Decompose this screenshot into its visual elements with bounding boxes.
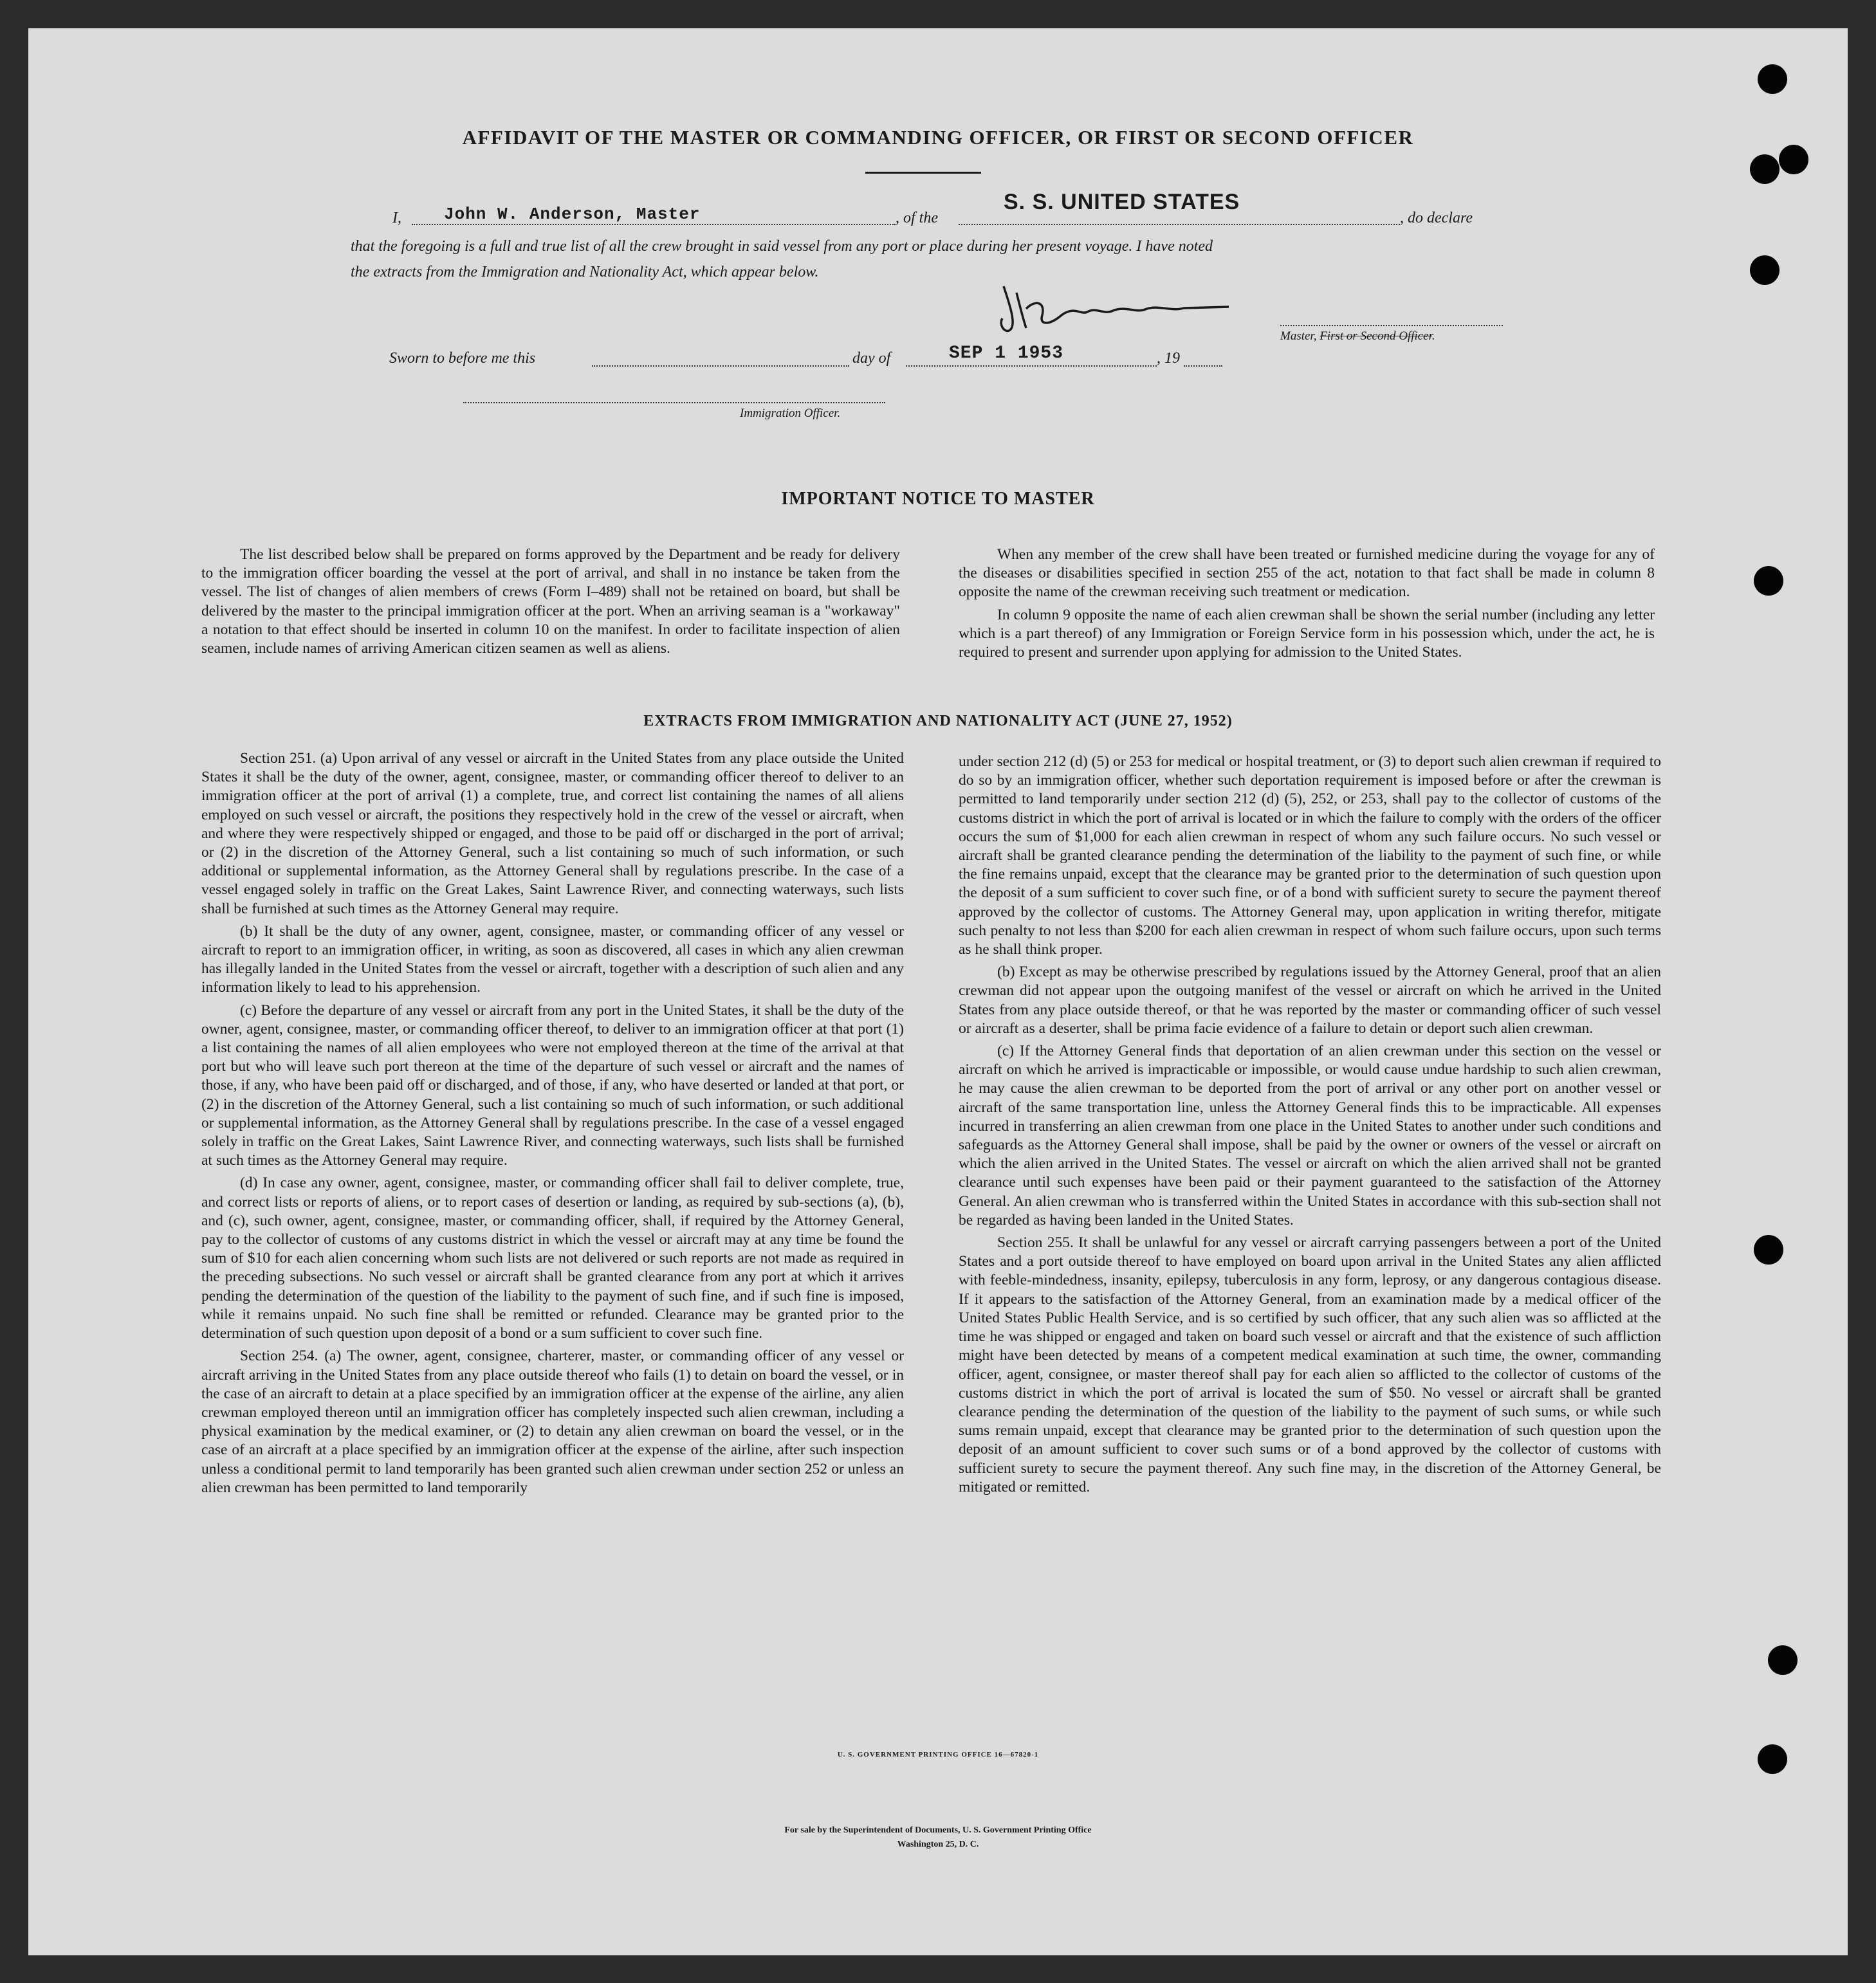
- for-sale-line: For sale by the Superintendent of Documents, U. S. Government Printing Office: [784, 1825, 1092, 1835]
- binder-hole: [1754, 566, 1783, 596]
- immigration-officer-caption: Immigration Officer.: [740, 407, 841, 420]
- section-251c: (c) Before the departure of any vessel or aircraft from any port in the United States, it shall be the duty of the owner, agent, consignee, master, or commanding officer thereof, to deliver to an immigration officer at that port (1) a list containing the names of all alien employees who were not employed thereon at the time of the arrival at that port but who will leave such port thereon at the time of the departure of such vessel or aircraft and the names of those, if any, who have been paid off or discharged, and of those, if any, who have deserted or landed at that port, or (2) in the discretion of the Attorney General, such a list containing so much of such information, or such additional or supplemental information, as the Attorney General shall by regulations prescribe. In the case of a vessel engaged solely in traffic on the Great Lakes, Saint Lawrence River, and connecting waterways, such lists shall be furnished at such times as the Attorney General may require.: [201, 1001, 904, 1169]
- binder-hole: [1758, 1744, 1787, 1774]
- vessel-field-line: [959, 224, 1400, 225]
- binder-hole: [1754, 1235, 1783, 1265]
- section-254a-continued: under section 212 (d) (5) or 253 for medical or hospital treatment, or (3) to deport such alien crewman if required to do so by an immigration officer, whether such deportation requirement is imposed before or after the crewman is permitted to land temporarily under section 212 (d) (5), 252, or 253, shall pay to the collector of customs of the customs district in which the port of arrival is located or in which the failure to comply with the orders of the officer occurs the sum of $1,000 for each alien crewman in respect of whom any such failure occurs. No such vessel or aircraft shall be granted clearance pending the determination of the liability to the payment of such fine, or while the fine remains unpaid, except that the clearance may be granted prior to the determination of such question upon the deposit of a sum sufficient to cover such fine, or of a bond with sufficient surety to secure the payment thereof approved by the collector of customs. The Attorney General may, upon application in writing therefor, mitigate such penalty to not less than $200 for each alien crewman in respect of whom such failure occurs, upon such terms as he shall think proper.: [959, 753, 1662, 958]
- master-signature: [991, 280, 1235, 338]
- caption-end: .: [1431, 329, 1435, 343]
- binder-hole: [1750, 255, 1779, 285]
- binder-hole: [1758, 64, 1787, 94]
- caption-struck-officer: First or Second Officer: [1320, 329, 1432, 343]
- notice-right-column: [959, 545, 1655, 666]
- do-declare-label: , do declare: [1400, 210, 1473, 226]
- notice-right-paragraph-1: When any member of the crew shall have been treated or furnished medicine during the voyage for any of the diseases or disabilities specified in section 255 of the act, notation to that fact shall be made in column 8 opposite the name of the crewman receiving such treatment or medication.: [959, 546, 1655, 601]
- extracts-right-column: [959, 753, 1661, 1501]
- date-stamp: SEP 1 1953: [949, 343, 1064, 363]
- notice-right-paragraph-2: In column 9 opposite the name of each alien crewman shall be shown the serial number (including any letter which is a part thereof) of any Immigration or Foreign Service form in his possession which, under the act, he is required to present and surrender upon applying for admission to the United States.: [959, 606, 1655, 661]
- master-name-field: John W. Anderson, Master: [444, 205, 701, 224]
- of-the-label: , of the: [896, 210, 938, 226]
- notice-left-paragraph: The list described below shall be prepared on forms approved by the Department and be ready for delivery to the immigration officer boarding the vessel at the port of arrival, and shall in no instance be taken from the vessel. The list of changes of alien members of crews (Form I–489) shall not be retained on board, but shall be delivered by the master to the principal immigration officer at the port. When an arriving seaman is a "workaway" a notation to that effect should be inserted in column 10 on the manifest. In order to facilitate inspection of alien seamen, include names of arriving American citizen seamen as well as aliens.: [201, 546, 900, 657]
- day-of-label: day of: [852, 350, 891, 367]
- name-field-line: [412, 224, 896, 225]
- declaration-i-label: I,: [392, 210, 401, 226]
- section-255: Section 255. It shall be unlawful for any vessel or aircraft carrying passengers between a port of the United States and a port outside thereof to have employed on board upon arrival in the United States any alien afflicted with feeble-mindedness, insanity, epilepsy, tuberculosis in any form, leprosy, or any dangerous contagious disease. If it appears to the satisfaction of the Attorney General, from an examination made by a medical officer of the United States Public Health Service, and is so certified by such officer, that any such alien was so afflicted at the time he was shipped or engaged and taken on board such vessel or aircraft and that the existence of such affliction might have been detected by means of a competent medical examination at such time, the owner, commanding officer, agent, consignee, or master thereof shall pay for each alien so afflicted to the collector of customs of the customs district in which the port of arrival is located the sum of $50. No vessel or aircraft shall be granted clearance pending the determination of the question of the liability to the payment of such sums, or while such sums remain unpaid, except that clearance may be granted prior to the determination of such question upon the deposit of an amount sufficient to cover such sums or of a bond approved by the collector of customs with sufficient surety to secure the payment thereof. Any such fine may, in the discretion of the Attorney General, be mitigated or remitted.: [959, 1234, 1661, 1495]
- section-254b: (b) Except as may be otherwise prescribed by regulations issued by the Attorney General, proof that an alien crewman did not appear upon the outgoing manifest of the vessel or aircraft on which he arrived in the United States from any place outside thereof, or that he was reported by the master or commanding officer of such vessel or aircraft as a deserter, shall be prima facie evidence of a failure to detain or deport such alien crewman.: [959, 964, 1661, 1037]
- sworn-month-line: [906, 365, 1157, 367]
- section-251d: (d) In case any owner, agent, consignee, master, or commanding officer shall fail to deliver complete, true, and correct lists or reports of aliens, or to report cases of desertion or landing, as required by sub-sections (a), (b), and (c), such owner, agent, consignee, master, or commanding officer, shall, if required by the Attorney General, pay to the collector of customs of any customs district in which the vessel or aircraft may at any time be found the sum of $10 for each alien concerning whom such lists are not delivered or such reports are not made as required in the preceding subsections. No such vessel or aircraft shall be granted clearance from any port at which it arrives pending the determination of the question of the liability to the payment of such fine, and if such fine is imposed, while it remains unpaid. No such fine shall be remitted or refunded. Clearance may be granted prior to the determination of such question upon deposit of a bond or a sum sufficient to cover such fine.: [201, 1174, 904, 1342]
- section-251b: (b) It shall be the duty of any owner, agent, consignee, master, or commanding officer of any vessel or aircraft to report to an immigration officer, in writing, as soon as discovered, all cases in which any alien crewman has illegally landed in the United States from the vessel or aircraft, together with a description of such alien and any information likely to lead to his apprehension.: [201, 922, 904, 996]
- title-rule: [865, 172, 981, 174]
- sworn-day-line: [592, 365, 849, 367]
- sworn-label: Sworn to before me this: [389, 350, 536, 367]
- affidavit-title: AFFIDAVIT OF THE MASTER OR COMMANDING OFFICER, OR FIRST OR SECOND OFFICER: [462, 126, 1414, 149]
- printing-office-line: U. S. GOVERNMENT PRINTING OFFICE 16—67820-1: [837, 1751, 1039, 1759]
- address-line: Washington 25, D. C.: [897, 1840, 979, 1849]
- vessel-name-field: S. S. UNITED STATES: [1004, 190, 1240, 214]
- declaration-statement-line1: that the foregoing is a full and true list of all the crew brought in said vessel from any port or place during her present voyage. I have noted: [351, 238, 1213, 255]
- signature-caption: [1280, 329, 1435, 343]
- officer-signature-line: [463, 402, 885, 403]
- caption-master: Master,: [1280, 329, 1317, 343]
- extracts-left-column: [201, 749, 904, 1501]
- notice-heading: IMPORTANT NOTICE TO MASTER: [781, 489, 1095, 509]
- signature-line: [1280, 325, 1503, 326]
- year-line: [1184, 365, 1222, 367]
- binder-hole: [1768, 1645, 1798, 1675]
- binder-hole: [1750, 154, 1779, 184]
- section-254a: Section 254. (a) The owner, agent, consignee, charterer, master, or commanding officer of any vessel or aircraft arriving in the United States from any place outside thereof who fails (1) to detain on board the vessel, or in the case of an aircraft to detain at a place specified by an immigration officer at the expense of the airline, any alien crewman employed thereon until an immigration officer has completely inspected such alien crewman, including a physical examination by the medical examiner, or (2) to detain any alien crewman on board the vessel, or in the case of an aircraft at a place specified by an immigration officer at the expense of the airline, after such inspection unless a conditional permit to land temporarily has been granted such alien crewman under section 252 or unless an alien crewman has been permitted to land temporarily: [201, 1348, 904, 1496]
- year-prefix: , 19: [1157, 350, 1180, 367]
- section-254c: (c) If the Attorney General finds that deportation of an alien crewman under this section on the vessel or aircraft on which he arrived is impracticable or impossible, or would cause undue hardship to such alien crewman, he may cause the alien crewman to be deported from the port of arrival or any other port on another vessel or aircraft of the same transportation line, unless the Attorney General finds this to be impracticable. All expenses incurred in transferring an alien crewman from one place in the United States to another under such conditions and safeguards as the Attorney General shall impose, shall be paid by the owner or owners of the vessel or aircraft on which the alien arrived in the United States. The vessel or aircraft on which the alien arrived shall not be granted clearance until such expenses have been paid or their payment guaranteed to the satisfaction of the Attorney General. An alien crewman who is transferred within the United States in accordance with this sub-section shall not be regarded as having been landed in the United States.: [959, 1043, 1661, 1229]
- section-251a: Section 251. (a) Upon arrival of any vessel or aircraft in the United States from any place outside the United States it shall be the duty of the owner, agent, consignee, master, or commanding officer thereof to deliver to an immigration officer at the port of arrival (1) a complete, true, and correct list containing the names of all aliens employed on such vessel or aircraft, the positions they respectively hold in the crew of the vessel or aircraft, when and where they were respectively shipped or engaged, and those to be paid off or discharged in the port of arrival; or (2) in the discretion of the Attorney General, such a list containing so much of such information, or such additional or supplemental information, as the Attorney General shall by regulations prescribe. In the case of a vessel engaged solely in traffic on the Great Lakes, Saint Lawrence River, and connecting waterways, such lists shall be furnished at such times as the Attorney General may require.: [201, 750, 904, 917]
- declaration-statement-line2: the extracts from the Immigration and Nationality Act, which appear below.: [351, 264, 819, 280]
- extracts-heading: EXTRACTS FROM IMMIGRATION AND NATIONALITY ACT (JUNE 27, 1952): [643, 713, 1233, 729]
- notice-left-column: [201, 545, 900, 662]
